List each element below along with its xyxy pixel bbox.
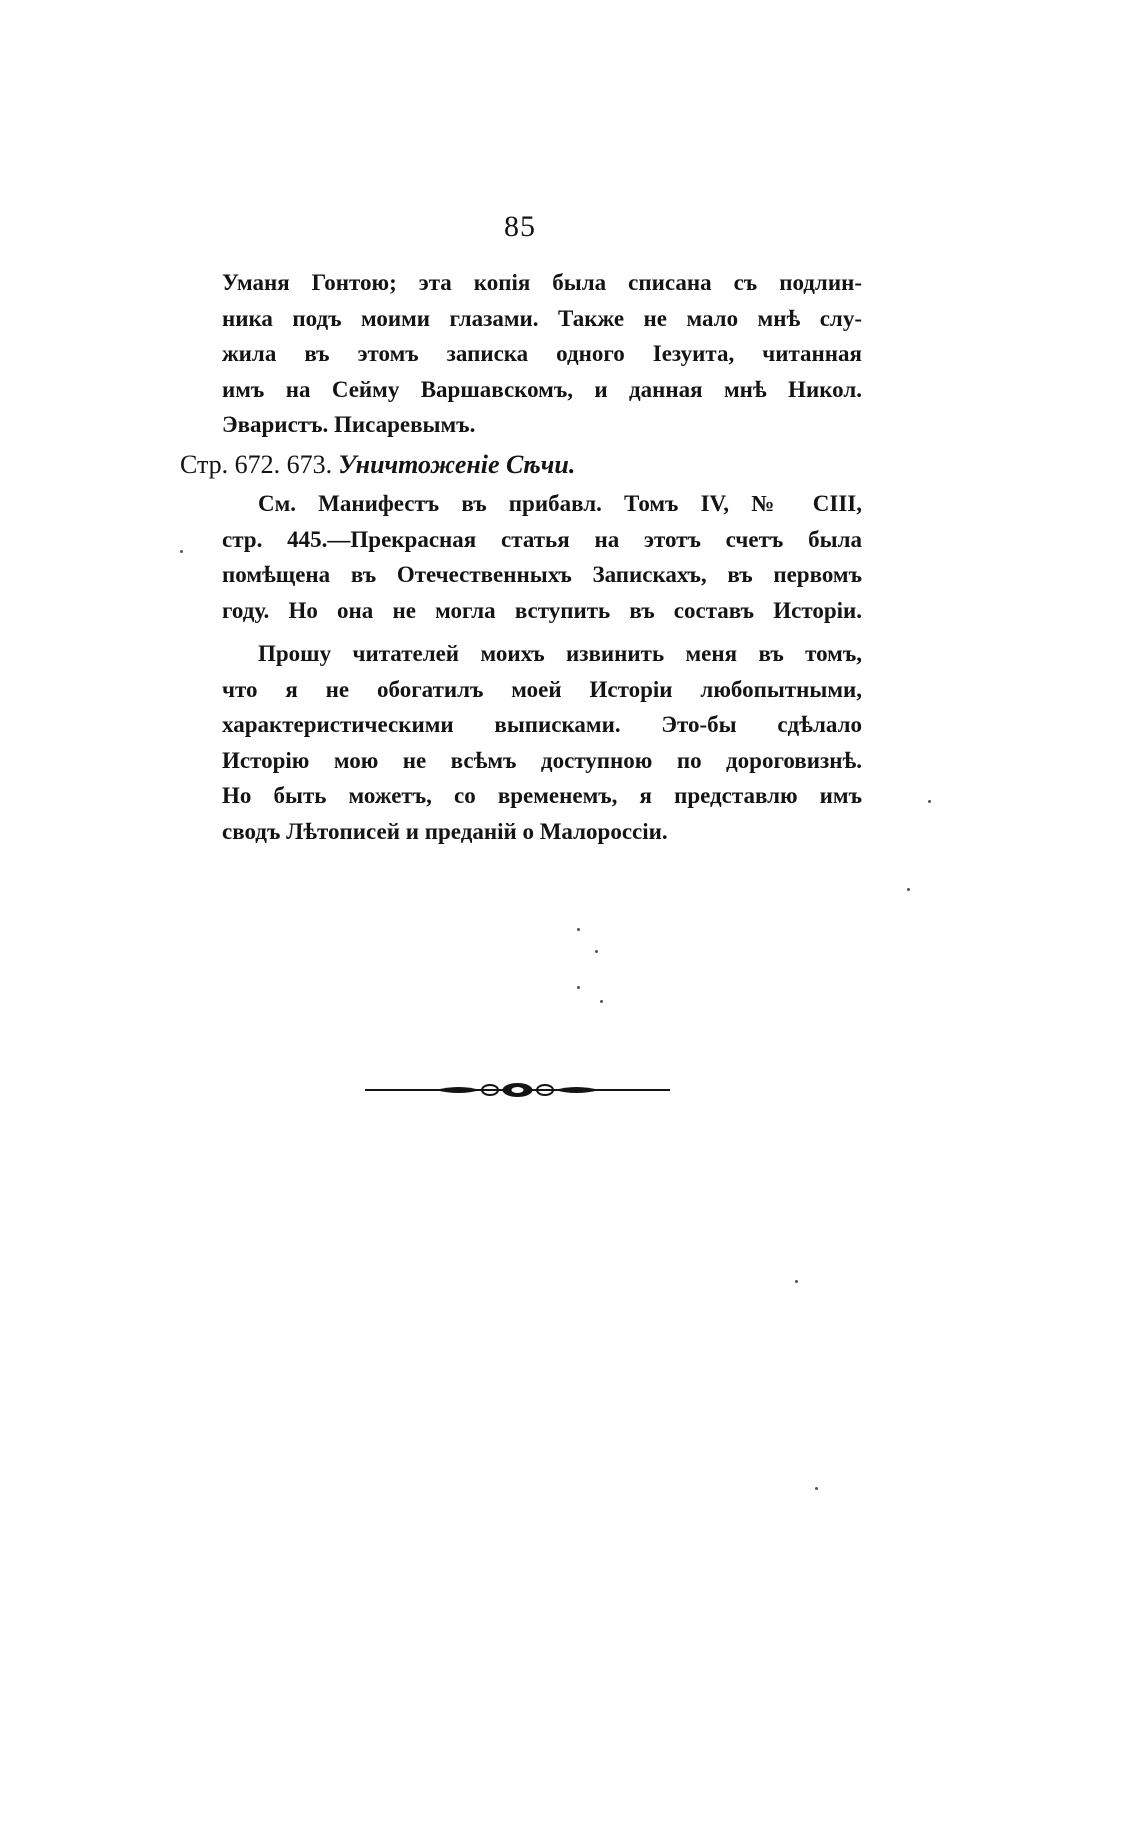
paper-speck — [815, 1487, 818, 1490]
paper-speck — [180, 550, 183, 553]
heading-page-ref: Стр. 672. 673. — [180, 449, 333, 479]
text-line: Уманя Гонтою; эта копія была списана съ подлин- — [222, 270, 862, 295]
body-text — [180, 265, 862, 849]
text-line: Эваристъ. Писаревымъ. — [222, 412, 476, 437]
paper-speck — [928, 800, 931, 803]
paper-speck — [577, 986, 580, 989]
text-line: Но быть можетъ, со временемъ, я представлю имъ — [222, 783, 862, 808]
text-line: ника подъ моими глазами. Также не мало мнѣ слу- — [222, 305, 862, 331]
text-line: жила въ этомъ записка одного Іезуита, читанная — [222, 341, 862, 366]
text-line: имъ на Сейму Варшавскомъ, и данная мнѣ Никол. — [222, 376, 862, 402]
text-line: что я не обогатилъ моей Исторіи любопытными, — [222, 676, 862, 702]
section-heading — [180, 447, 862, 483]
paper-speck — [600, 1000, 603, 1003]
page-number: 85 — [504, 210, 536, 243]
paper-speck — [907, 888, 910, 891]
text-line: Прошу читателей моихъ извинить меня въ томъ, — [258, 641, 862, 666]
paper-speck — [595, 950, 598, 953]
text-line: сводъ Лѣтописей и преданій о Малороссіи. — [222, 818, 668, 844]
text-line: См. Манифестъ въ прибавл. Томъ IV, № CIII, — [258, 491, 862, 516]
text-line: стр. 445.—Прекрасная статья на этотъ счетъ была — [222, 526, 862, 552]
ornament-divider-icon — [365, 1080, 670, 1100]
heading-title: Уничтоженіе Сѣчи. — [338, 449, 576, 479]
paper-speck — [577, 928, 580, 931]
text-line: помѣщена въ Отечественныхъ Запискахъ, въ первомъ — [222, 562, 862, 587]
text-line: Исторію мою не всѣмъ доступною по дороговизнѣ. — [222, 747, 862, 773]
paper-speck — [795, 1280, 798, 1283]
text-line: характеристическими выписками. Это-бы сдѣлало — [222, 712, 862, 737]
text-line: году. Но она не могла вступить въ составъ Исторіи. — [222, 597, 862, 623]
